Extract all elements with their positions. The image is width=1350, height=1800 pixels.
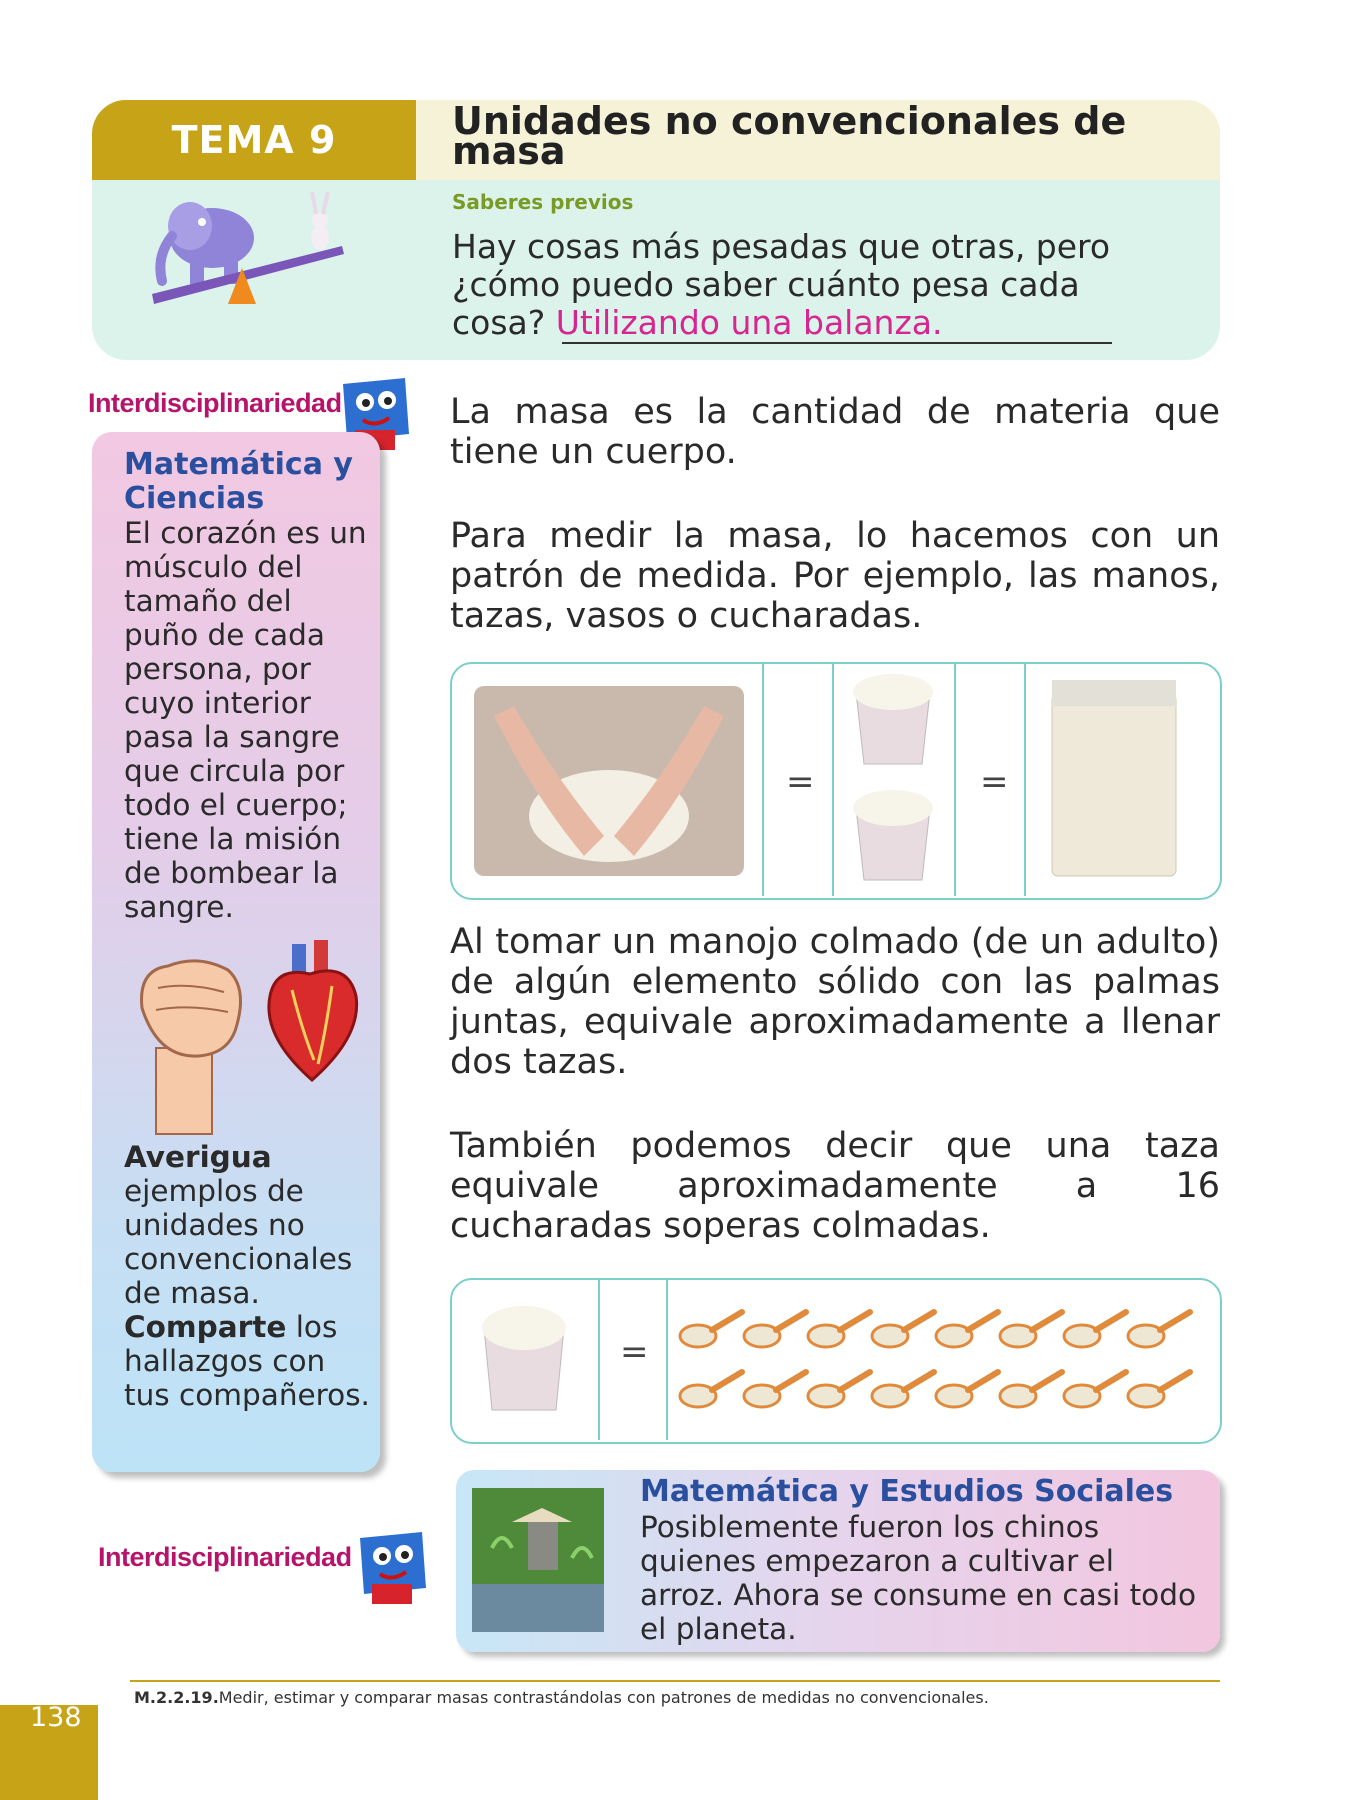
frame-divider: [762, 664, 764, 896]
frame-divider: [1024, 664, 1026, 896]
question-text: [452, 228, 1152, 342]
rice-farmer-photo: [472, 1488, 604, 1632]
sidebar-activity: [124, 1140, 374, 1412]
topic-header: [92, 100, 1220, 360]
interdisciplinariedad-label: Interdisciplinariedad: [98, 1542, 352, 1572]
standard-text: Medir, estimar y comparar masas contrastándolas con patrones de medidas no convencionales.: [218, 1688, 989, 1707]
tema-badge: TEMA 9: [92, 100, 416, 180]
question: Hay cosas más pesadas que otras, pero ¿cómo puedo saber cuánto pesa cada cosa?: [452, 227, 1111, 342]
equals-sign: =: [980, 762, 1009, 802]
elephant-rabbit-seesaw-illustration: [142, 186, 352, 316]
cup-of-rice-photo: [850, 672, 936, 768]
sidebar-heading: Matemática y Ciencias: [124, 447, 353, 516]
frame-divider: [598, 1280, 600, 1440]
frame-divider: [954, 664, 956, 896]
equals-sign: =: [620, 1332, 649, 1372]
comparte-text: los hallazgos con tus compañeros.: [124, 1310, 370, 1412]
page-title: Unidades no convencionales de masa: [452, 100, 1127, 173]
info-body: Posiblemente fueron los chinos quienes empezaron a cultivar el arroz. Ahora se consume en casi todo el planeta.: [640, 1510, 1197, 1646]
answer-text: Utilizando una balanza.: [555, 303, 943, 342]
cup-of-rice-photo: [850, 788, 936, 884]
book-mascot-icon: [352, 1528, 432, 1610]
averigua-label: Averigua: [124, 1140, 272, 1174]
heart-illustration: [262, 940, 362, 1085]
footer-rule: [130, 1680, 1220, 1682]
interdisciplinariedad-label: Interdisciplinariedad: [88, 388, 342, 418]
cup-of-rice-photo: [478, 1302, 570, 1414]
paragraph-cup-spoons: También podemos decir que una taza equivale aproximadamente a 16 cucharadas soperas colmadas.: [450, 1126, 1220, 1246]
saberes-previos-label: Saberes previos: [452, 190, 634, 214]
sidebar-body: El corazón es un músculo del tamaño del puño de cada persona, por cuyo interior pasa la sangre que circula por todo el cuerpo; tiene la misión de bombear la sangre.: [124, 516, 367, 924]
frame-divider: [666, 1280, 668, 1440]
fist-illustration: [128, 948, 248, 1138]
page-number: 138: [30, 1702, 82, 1733]
paragraph-definition: La masa es la cantidad de materia que tiene un cuerpo.: [450, 392, 1220, 472]
sixteen-spoons-of-rice-photo: [676, 1300, 1212, 1420]
answer-underline: [562, 342, 1112, 344]
comparte-label: Comparte: [124, 1310, 287, 1344]
bag-of-rice-photo: [1044, 680, 1184, 880]
paragraph-handful: Al tomar un manojo colmado (de un adulto) de algún elemento sólido con las palmas juntas, equivale aproximadamente a llenar dos tazas.: [450, 922, 1220, 1082]
equals-sign: =: [786, 762, 815, 802]
standard-code: M.2.2.19.: [134, 1688, 219, 1707]
paragraph-pattern: Para medir la masa, lo hacemos con un patrón de medida. Por ejemplo, las manos, tazas, vasos o cucharadas.: [450, 516, 1220, 636]
frame-divider: [832, 664, 834, 896]
hands-with-rice-photo: [474, 686, 744, 876]
info-heading: Matemática y Estudios Sociales: [640, 1474, 1174, 1509]
curriculum-standard: [134, 1688, 989, 1707]
averigua-text: ejemplos de unidades no convencionales de masa.: [124, 1174, 353, 1310]
